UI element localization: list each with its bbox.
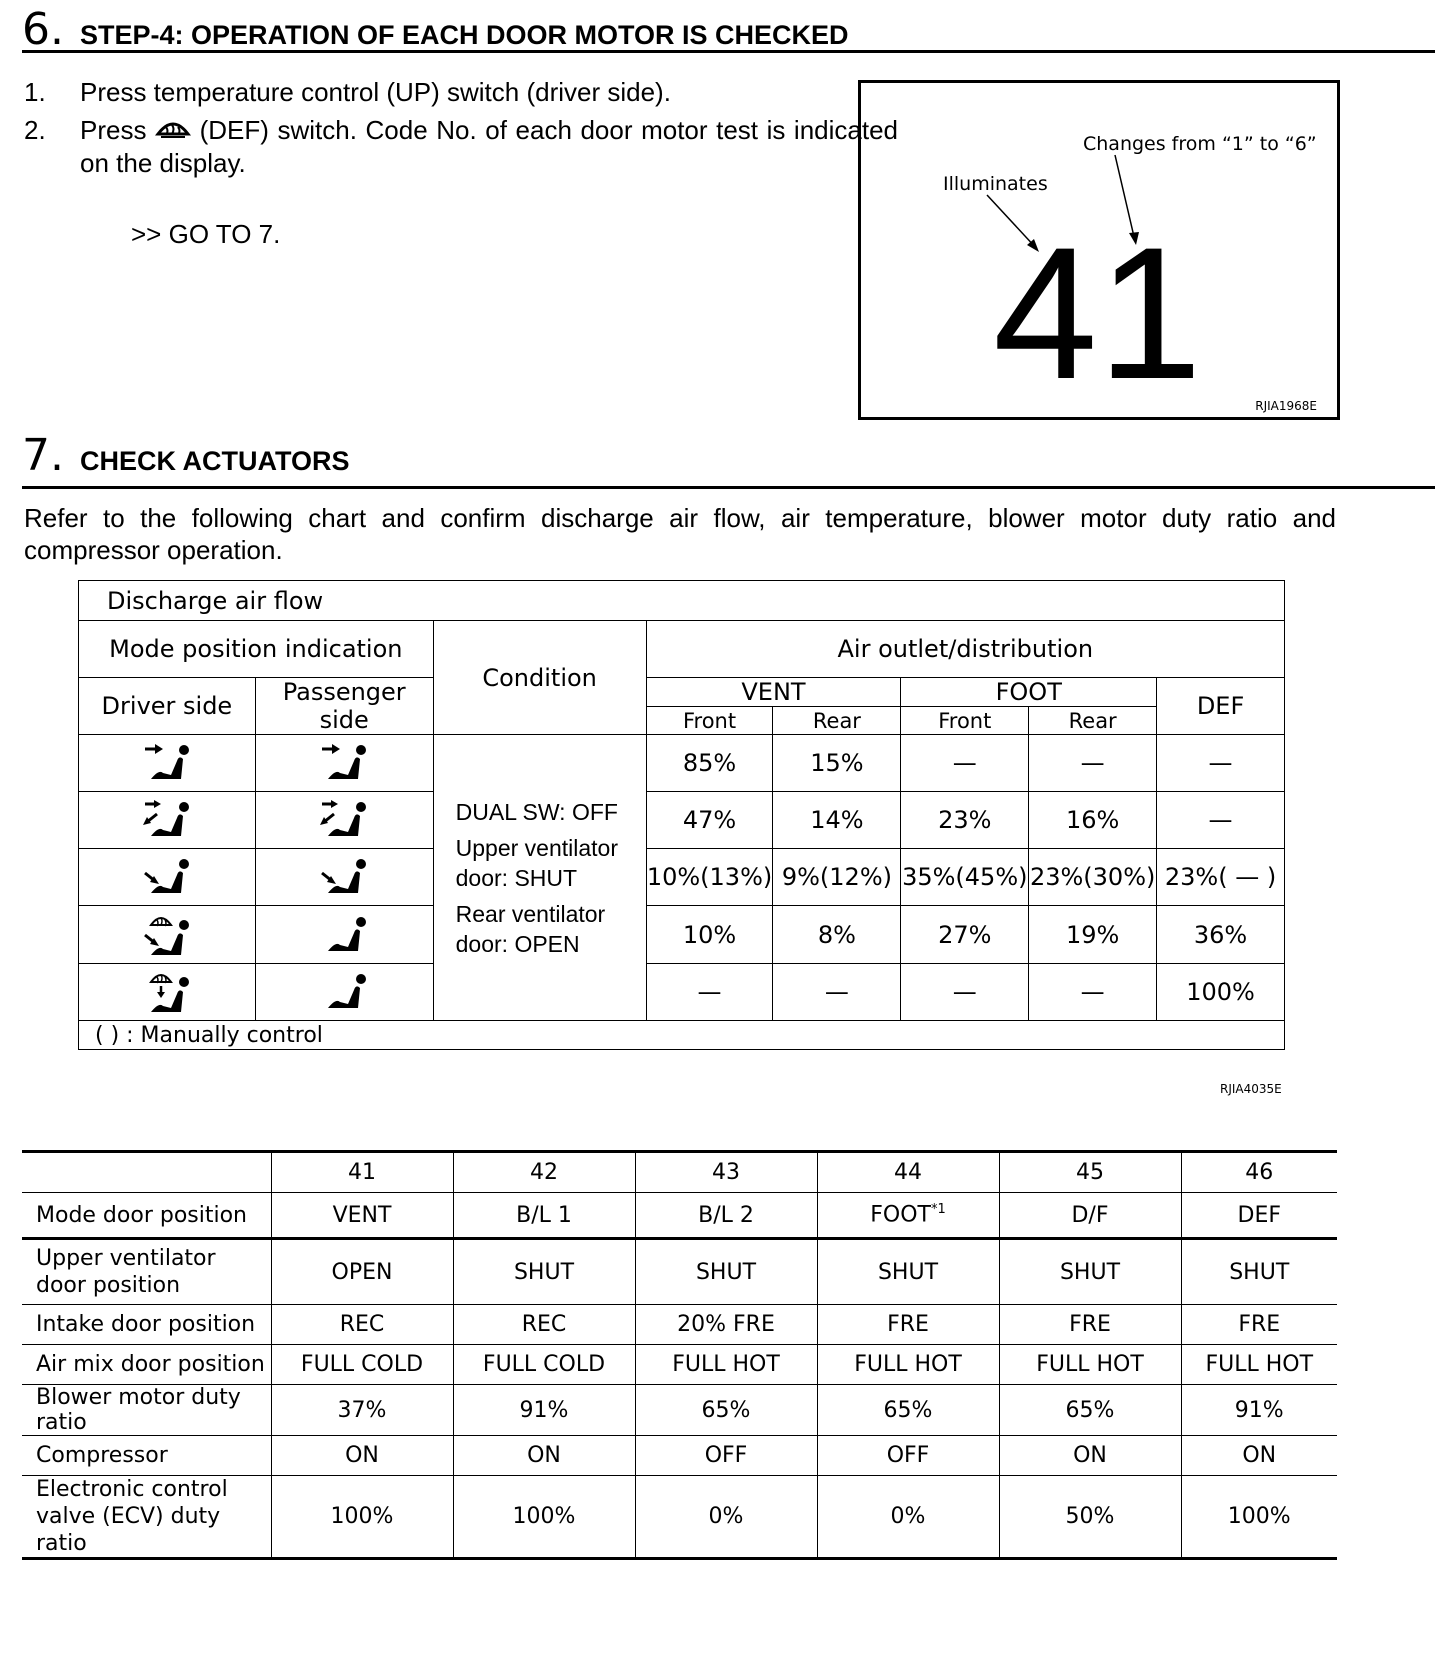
blank-header	[22, 1152, 271, 1193]
cell-value: 50%	[999, 1476, 1181, 1559]
cell-value: FULL COLD	[453, 1345, 635, 1385]
header-outlet: Air outlet/distribution	[646, 621, 1284, 678]
header-vent-front: Front	[646, 707, 773, 735]
code-header-row	[22, 1152, 1337, 1193]
foot-mode-icon	[255, 849, 433, 906]
step6-header	[22, 2, 1435, 53]
cell-value: 91%	[1181, 1385, 1337, 1436]
vent-front-value: 10%	[646, 906, 773, 964]
cell-value: B/L 2	[635, 1193, 817, 1239]
table-row	[79, 906, 1285, 964]
cell-value: REC	[453, 1305, 635, 1345]
header-vent-rear: Rear	[773, 707, 901, 735]
condition-line-2: Upper ventilator door: SHUT	[455, 834, 618, 891]
cell-value: REC	[271, 1305, 453, 1345]
cell-value: FULL COLD	[271, 1345, 453, 1385]
door-motor-spec-table	[22, 1150, 1337, 1560]
table-row	[22, 1305, 1337, 1345]
table-row	[79, 849, 1285, 906]
cell-value: OFF	[817, 1436, 999, 1476]
foot-front-value: —	[901, 964, 1029, 1021]
step7-intro: Refer to the following chart and confirm discharge air flow, air temperature, blower motor duty ratio and compressor operation.	[24, 503, 1336, 565]
cell-value: SHUT	[817, 1239, 999, 1305]
row-label: Blower motor duty ratio	[22, 1385, 271, 1436]
vent-rear-value: 15%	[773, 735, 901, 792]
table-figure-code: RJIA4035E	[1220, 1082, 1282, 1096]
def-switch-icon	[155, 118, 191, 142]
table-row	[79, 792, 1285, 849]
cell-value: DEF	[1181, 1193, 1337, 1239]
cell-value: FRE	[999, 1305, 1181, 1345]
code-46: 46	[1181, 1152, 1337, 1193]
table-row	[79, 964, 1285, 1021]
foot-rear-value: —	[1029, 964, 1157, 1021]
cell-value: SHUT	[999, 1239, 1181, 1305]
header-foot-front: Front	[901, 707, 1029, 735]
list-index: 2.	[24, 115, 46, 145]
row-label: Mode door position	[22, 1193, 271, 1239]
condition-line-3: Rear ventilator door: OPEN	[455, 900, 606, 957]
foot-value: FOOT	[870, 1202, 931, 1228]
cell-value: FRE	[1181, 1305, 1337, 1345]
foot-def-mode-icon	[79, 906, 256, 964]
code-44: 44	[817, 1152, 999, 1193]
table-row	[22, 1239, 1337, 1305]
cell-value: ON	[999, 1436, 1181, 1476]
vent-front-value: 47%	[646, 792, 773, 849]
list-text: Press temperature control (UP) switch (driver side).	[80, 77, 671, 107]
vent-mode-icon	[255, 735, 433, 792]
step6-item-2	[24, 114, 904, 184]
def-value: 36%	[1157, 906, 1285, 964]
cell-value: FULL HOT	[999, 1345, 1181, 1385]
cell-value: D/F	[999, 1193, 1181, 1239]
changes-label: Changes from “1” to “6”	[1083, 133, 1317, 155]
bilevel-mode-icon	[255, 792, 433, 849]
cell-value: SHUT	[635, 1239, 817, 1305]
foot-front-value: 27%	[901, 906, 1029, 964]
figure-code: RJIA1968E	[1255, 399, 1317, 413]
step7-number: 7.	[22, 430, 64, 481]
code-45: 45	[999, 1152, 1181, 1193]
cell-value: SHUT	[453, 1239, 635, 1305]
condition-line-1: DUAL SW: OFF	[455, 798, 618, 825]
condition-cell	[433, 735, 646, 1021]
foot-mode-icon	[79, 849, 256, 906]
cell-value: 100%	[271, 1476, 453, 1559]
vent-rear-value: —	[773, 964, 901, 1021]
vent-rear-value: 8%	[773, 906, 901, 964]
code-41: 41	[271, 1152, 453, 1193]
header-condition: Condition	[433, 621, 646, 735]
cell-value: OPEN	[271, 1239, 453, 1305]
cell-value: 37%	[271, 1385, 453, 1436]
cell-value: FULL HOT	[635, 1345, 817, 1385]
vent-rear-value: 14%	[773, 792, 901, 849]
def-mode-icon	[79, 964, 256, 1021]
table-footnote: ( ) : Manually control	[79, 1021, 1285, 1050]
header-def: DEF	[1157, 678, 1285, 735]
row-label: Intake door position	[22, 1305, 271, 1345]
cell-value	[817, 1193, 999, 1239]
list-text	[80, 114, 898, 180]
illuminates-label: Illuminates	[943, 173, 1048, 195]
def-switch-text: (DEF) switch. Code No. of each door motor test is indicated on the display.	[80, 115, 898, 178]
cell-value: FULL HOT	[817, 1345, 999, 1385]
header-vent: VENT	[646, 678, 901, 707]
cell-value: VENT	[271, 1193, 453, 1239]
vent-rear-value: 9%(12%)	[773, 849, 901, 906]
code-42: 42	[453, 1152, 635, 1193]
footnote-marker: *1	[930, 1202, 946, 1218]
discharge-air-flow-table	[78, 580, 1285, 1050]
step6-title: STEP-4: OPERATION OF EACH DOOR MOTOR IS CHECKED	[80, 20, 849, 50]
table-row	[79, 735, 1285, 792]
cell-value: 100%	[1181, 1476, 1337, 1559]
table-row	[22, 1345, 1337, 1385]
step6-number: 6.	[22, 4, 64, 55]
goto-step7: >> GO TO 7.	[131, 219, 281, 249]
cell-value: B/L 1	[453, 1193, 635, 1239]
cell-value: ON	[1181, 1436, 1337, 1476]
row-label: Electronic control valve (ECV) duty ratio	[22, 1476, 271, 1559]
vent-mode-icon	[79, 735, 256, 792]
display-figure	[858, 80, 1340, 420]
table-row	[22, 1476, 1337, 1559]
list-index: 1.	[24, 77, 46, 107]
row-label: Upper ventilator door position	[22, 1239, 271, 1305]
header-mode: Mode position indication	[79, 621, 434, 678]
def-value: —	[1157, 735, 1285, 792]
table-row	[22, 1385, 1337, 1436]
table-caption: Discharge air flow	[79, 581, 1285, 621]
cell-value: 65%	[817, 1385, 999, 1436]
cell-value: ON	[271, 1436, 453, 1476]
foot-front-value: —	[901, 735, 1029, 792]
step7-header	[22, 428, 1435, 489]
seat-icon	[255, 964, 433, 1021]
seat-icon	[255, 906, 433, 964]
foot-rear-value: 19%	[1029, 906, 1157, 964]
cell-value: SHUT	[1181, 1239, 1337, 1305]
cell-value: 65%	[999, 1385, 1181, 1436]
cell-value: 100%	[453, 1476, 635, 1559]
foot-rear-value: 23%(30%)	[1029, 849, 1157, 906]
def-value: 23%( — )	[1157, 849, 1285, 906]
foot-front-value: 35%(45%)	[901, 849, 1029, 906]
def-value: 100%	[1157, 964, 1285, 1021]
cell-value: 0%	[817, 1476, 999, 1559]
cell-value: OFF	[635, 1436, 817, 1476]
cell-value: 65%	[635, 1385, 817, 1436]
step6-item-1	[24, 76, 904, 110]
row-label: Compressor	[22, 1436, 271, 1476]
header-passenger: Passenger side	[255, 678, 433, 735]
foot-front-value: 23%	[901, 792, 1029, 849]
cell-value: 91%	[453, 1385, 635, 1436]
step7-title: CHECK ACTUATORS	[80, 446, 350, 476]
cell-value: FRE	[817, 1305, 999, 1345]
vent-front-value: 10%(13%)	[646, 849, 773, 906]
cell-value: 20% FRE	[635, 1305, 817, 1345]
header-foot-rear: Rear	[1029, 707, 1157, 735]
table-row	[22, 1436, 1337, 1476]
table-row	[22, 1193, 1337, 1239]
foot-rear-value: —	[1029, 735, 1157, 792]
foot-rear-value: 16%	[1029, 792, 1157, 849]
row-label: Air mix door position	[22, 1345, 271, 1385]
header-foot: FOOT	[901, 678, 1157, 707]
display-number: 41	[993, 208, 1203, 418]
press-word: Press	[80, 115, 147, 145]
cell-value: 0%	[635, 1476, 817, 1559]
vent-front-value: —	[646, 964, 773, 1021]
header-driver: Driver side	[79, 678, 256, 735]
bilevel-mode-icon	[79, 792, 256, 849]
cell-value: ON	[453, 1436, 635, 1476]
vent-front-value: 85%	[646, 735, 773, 792]
def-value: —	[1157, 792, 1285, 849]
code-43: 43	[635, 1152, 817, 1193]
cell-value: FULL HOT	[1181, 1345, 1337, 1385]
